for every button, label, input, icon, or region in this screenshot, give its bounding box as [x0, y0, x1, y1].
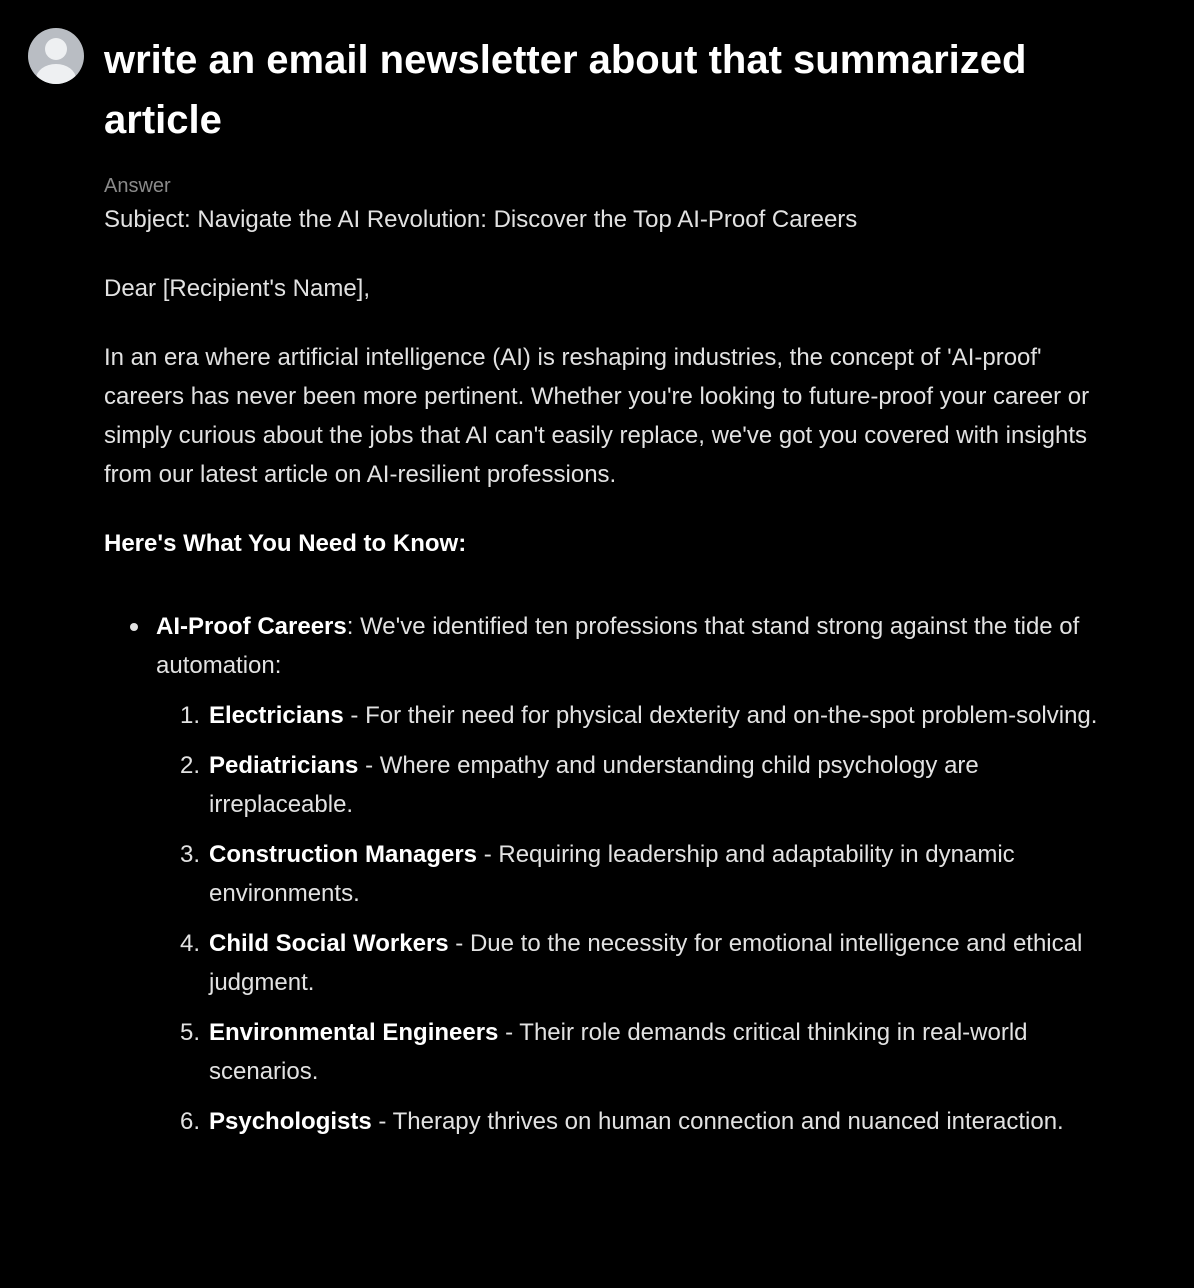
bullet-list: [104, 607, 1104, 1141]
answer-label: Answer: [104, 175, 171, 197]
career-number: 1.: [180, 702, 201, 729]
career-description: - For their need for physical dexterity and on-the-spot problem-solving.: [343, 702, 1098, 729]
query-text: write an email newsletter about that summarized article: [104, 38, 1027, 142]
career-number: 5.: [180, 1019, 201, 1046]
career-item: [180, 1013, 1104, 1091]
career-list: [180, 696, 1104, 1141]
career-description: - Due to the necessity for emotional intelligence and ethical judgment.: [209, 930, 1083, 996]
career-title: Environmental Engineers: [209, 1019, 499, 1046]
bullet-dot-icon: [130, 623, 138, 631]
career-title: Child Social Workers: [209, 930, 449, 957]
email-subject: Subject: Navigate the AI Revolution: Discover the Top AI-Proof Careers: [104, 206, 858, 233]
bullet-title: AI-Proof Careers: [156, 613, 347, 640]
answer-panel: [104, 172, 1104, 1152]
section-heading: Here's What You Need to Know:: [104, 530, 467, 557]
user-query: [28, 28, 1148, 150]
email-intro: In an era where artificial intelligence (AI) is reshaping industries, the concept of 'AI-proof' careers has never been more pertinent. Whether you're looking to future-proof your career or simply curious about the jobs that AI can't easily replace, we've got you covered with insights from our latest article on AI-resilient professions.: [104, 344, 1090, 488]
user-avatar-icon: [28, 28, 84, 84]
career-item: [180, 835, 1104, 913]
career-title: Electricians: [209, 702, 344, 729]
career-item: [180, 1102, 1104, 1141]
bullet-text: : We've identified ten professions that stand strong against the tide of automation:: [156, 613, 1080, 679]
career-number: 4.: [180, 930, 201, 957]
career-number: 2.: [180, 752, 201, 779]
career-number: 3.: [180, 841, 201, 868]
career-item: [180, 746, 1104, 824]
career-description: - Requiring leadership and adaptability in dynamic environments.: [209, 841, 1015, 907]
career-item: [180, 696, 1104, 735]
career-title: Construction Managers: [209, 841, 478, 868]
career-description: - Their role demands critical thinking in real-world scenarios.: [209, 1019, 1028, 1085]
career-title: Psychologists: [209, 1108, 372, 1135]
career-title: Pediatricians: [209, 752, 359, 779]
career-number: 6.: [180, 1108, 201, 1135]
email-greeting: Dear [Recipient's Name],: [104, 275, 371, 302]
bullet-item-ai-proof-careers: [104, 607, 1104, 1141]
career-description: - Where empathy and understanding child psychology are irreplaceable.: [209, 752, 979, 818]
career-item: [180, 924, 1104, 1002]
career-description: - Therapy thrives on human connection and nuanced interaction.: [371, 1108, 1064, 1135]
